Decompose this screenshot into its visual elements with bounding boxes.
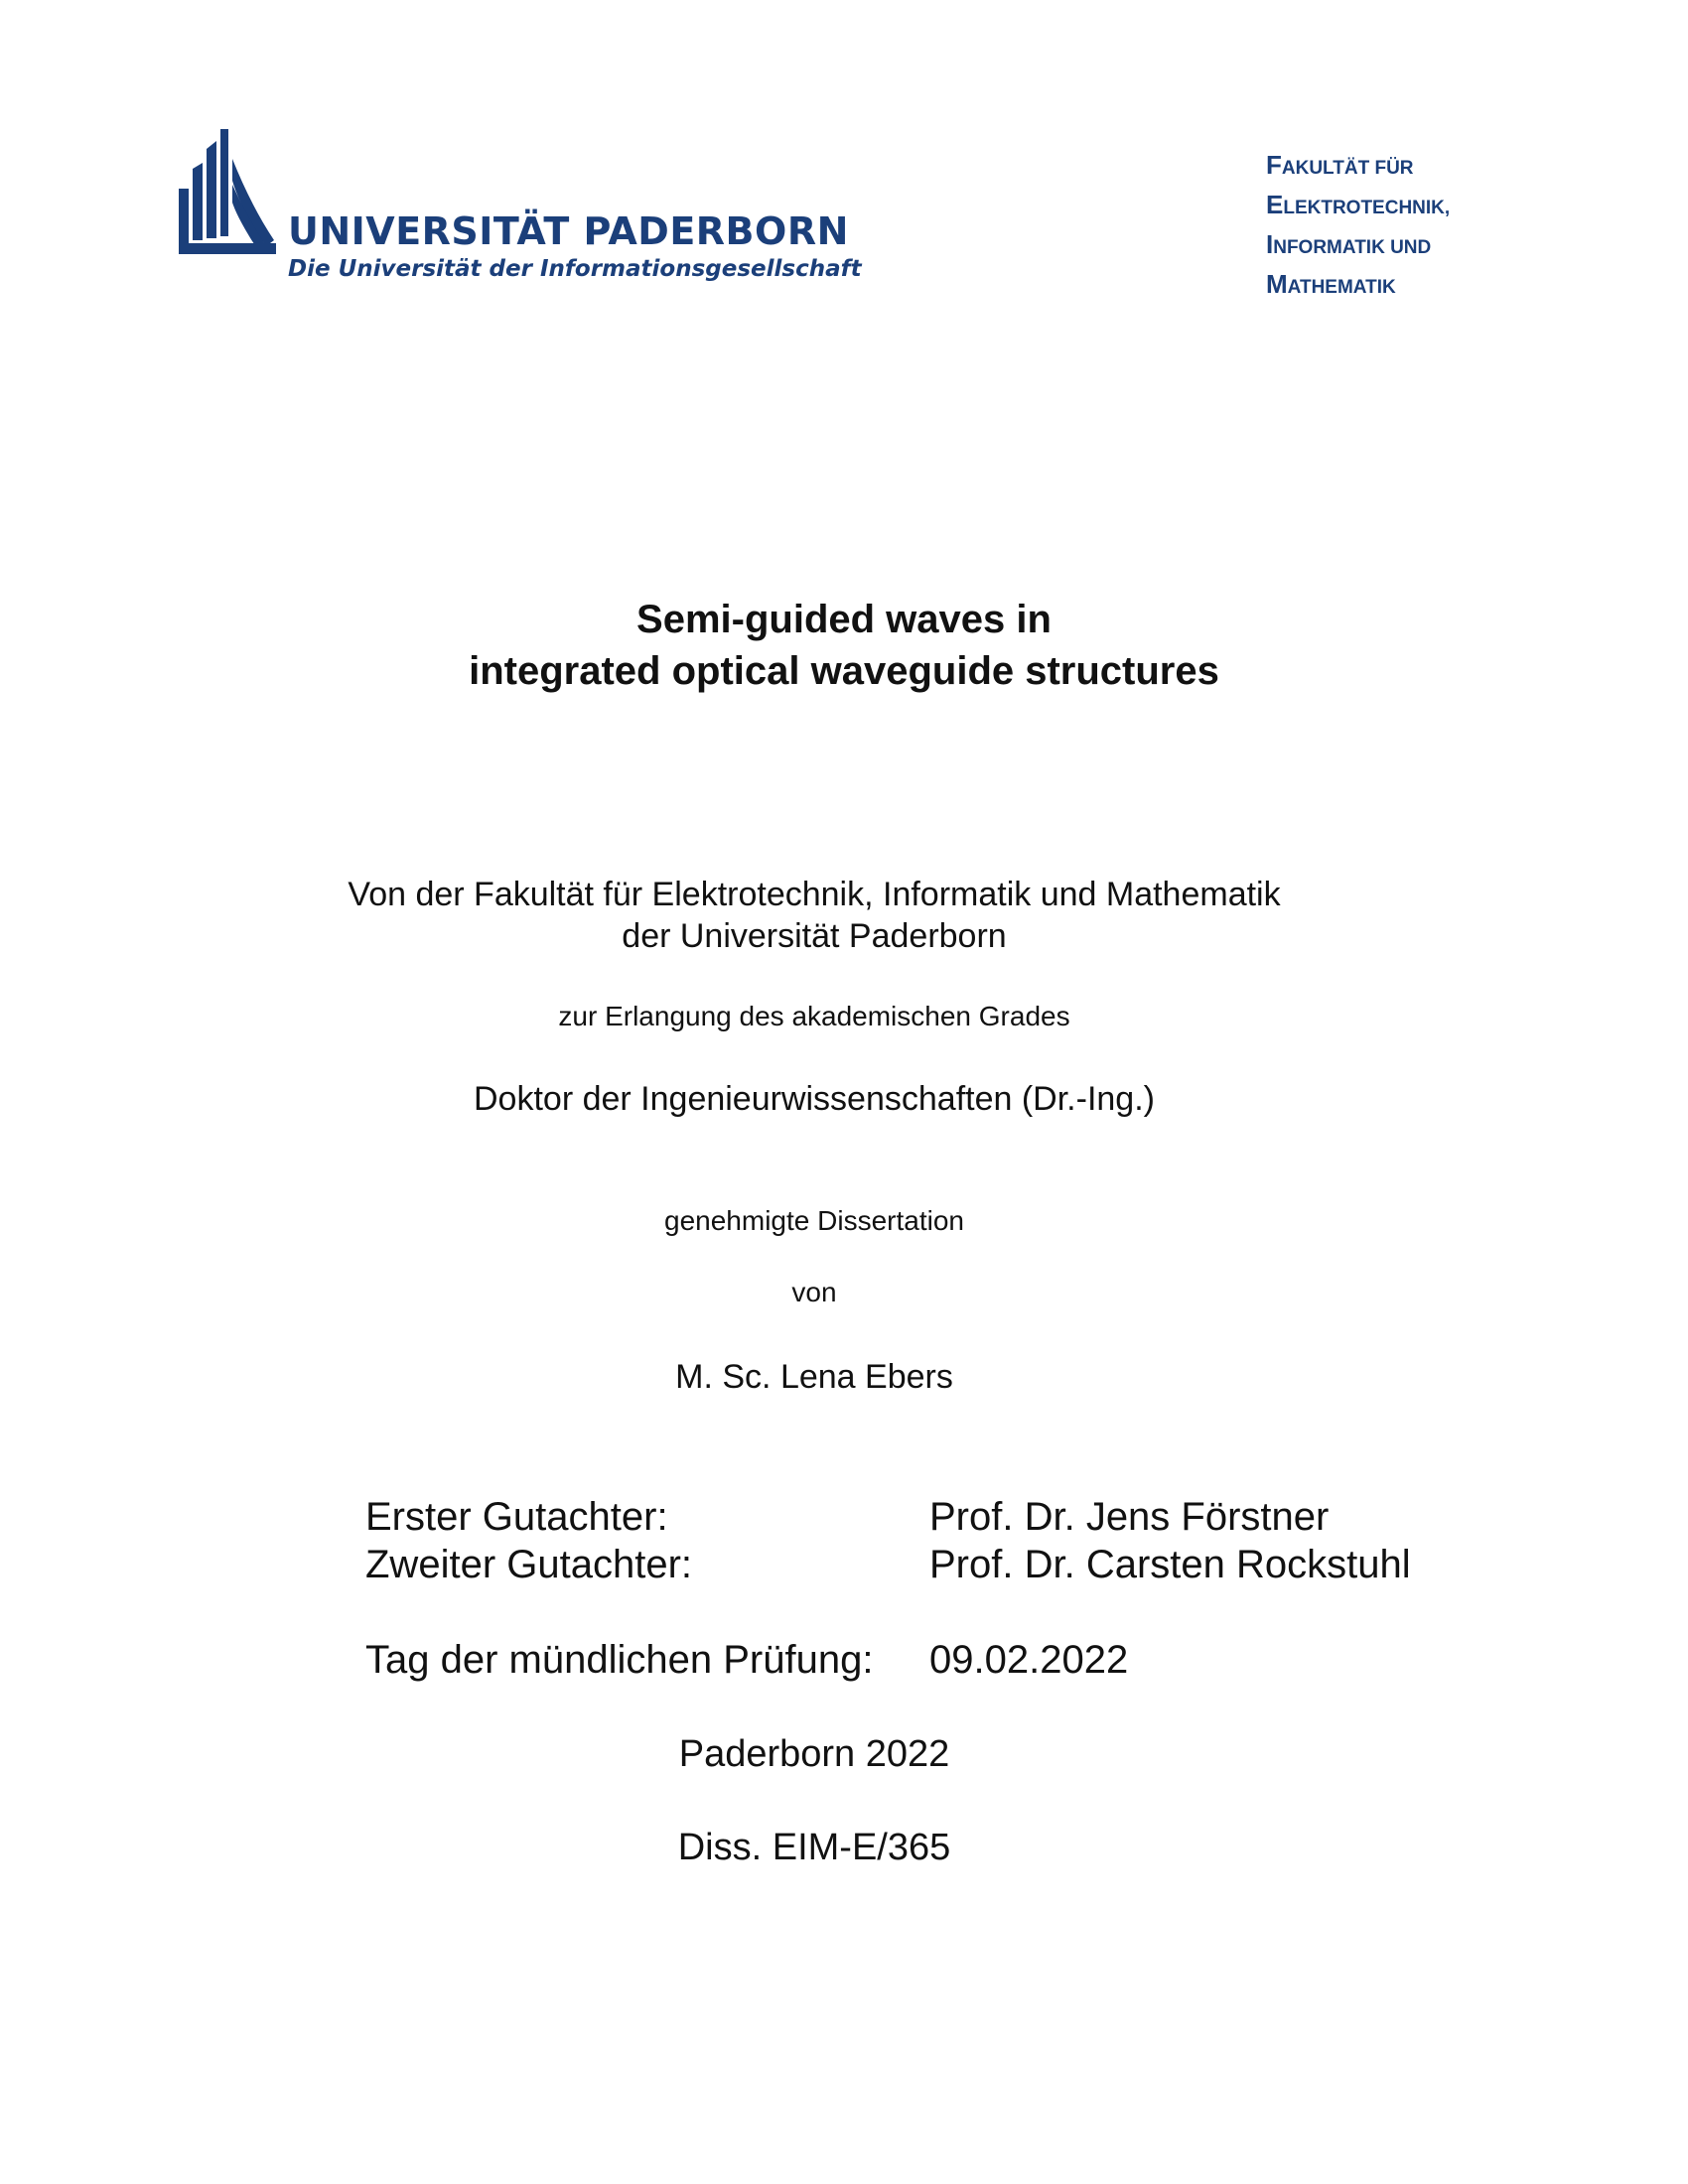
exam-date-label: Tag der mündlichen Prüfung: bbox=[365, 1638, 874, 1682]
faculty-line: ELEKTROTECHNIK, bbox=[1266, 190, 1451, 219]
university-logo-mark-icon bbox=[179, 129, 276, 254]
faculty-line: INFORMATIK UND bbox=[1266, 229, 1432, 259]
dissertation-type: genehmigte Dissertation bbox=[664, 1205, 964, 1236]
reviewer-name: Prof. Dr. Carsten Rockstuhl bbox=[929, 1543, 1411, 1586]
exam-date-value: 09.02.2022 bbox=[929, 1638, 1129, 1682]
faculty-line: MATHEMATIK bbox=[1266, 269, 1396, 299]
thesis-title-line-2: integrated optical waveguide structures bbox=[469, 649, 1219, 693]
dissertation-number: Diss. EIM-E/365 bbox=[677, 1827, 951, 1868]
university-logo bbox=[179, 129, 862, 298]
faculty-line: FAKULTÄT FÜR bbox=[1266, 150, 1414, 180]
submission-line-1: Von der Fakultät für Elektrotechnik, Informatik und Mathematik bbox=[348, 876, 1281, 913]
place-year: Paderborn 2022 bbox=[678, 1733, 950, 1775]
university-name: UNIVERSITÄT PADERBORN bbox=[288, 209, 849, 253]
degree-purpose: zur Erlangung des akademischen Grades bbox=[558, 1001, 1070, 1031]
faculty-name bbox=[1266, 147, 1524, 306]
by-label: von bbox=[791, 1277, 837, 1307]
author-name: M. Sc. Lena Ebers bbox=[675, 1358, 953, 1396]
submission-line-2: der Universität Paderborn bbox=[622, 917, 1007, 955]
reviewer-label: Zweiter Gutachter: bbox=[365, 1543, 693, 1586]
university-tagline: Die Universität der Informationsgesellschaft bbox=[288, 256, 862, 282]
reviewer-label: Erster Gutachter: bbox=[365, 1495, 668, 1539]
reviewer-name: Prof. Dr. Jens Förstner bbox=[929, 1495, 1330, 1539]
thesis-title-line-1: Semi-guided waves in bbox=[636, 598, 1052, 641]
degree-name: Doktor der Ingenieurwissenschaften (Dr.-Ing.) bbox=[474, 1080, 1155, 1118]
